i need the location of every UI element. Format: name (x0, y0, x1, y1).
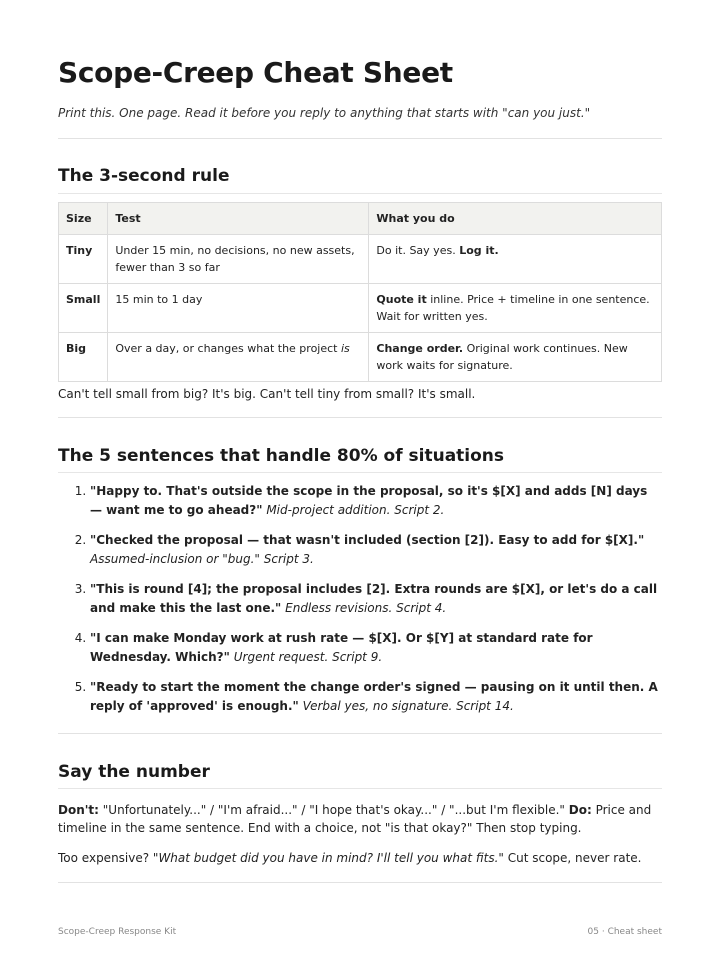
dont-do-paragraph (58, 801, 662, 837)
page-subtitle: Print this. One page. Read it before you reply to anything that starts with "can you just." (58, 106, 591, 120)
script-note: Mid-project addition. Script 2. (266, 502, 445, 517)
row-test-cell (108, 235, 369, 284)
row-action-bold: Quote it (376, 293, 427, 306)
row-action-cell (369, 284, 662, 333)
section-heading-3-second-rule: The 3-second rule (58, 166, 230, 186)
table-row (59, 333, 662, 382)
divider (58, 733, 662, 734)
page-title: Scope-Creep Cheat Sheet (58, 56, 453, 89)
too-expensive-paragraph (58, 849, 662, 867)
size-rule-footnote: Can't tell small from big? It's big. Can't tell tiny from small? It's small. (58, 387, 476, 401)
list-item (90, 580, 662, 617)
do-label: Do: (568, 803, 592, 817)
script-sentence-list (58, 482, 662, 727)
script-quote: "Ready to start the moment the change order's signed — pausing on it until then. A reply of 'approved' is enough." (90, 680, 658, 713)
p2-lead: Too expensive? (58, 851, 153, 865)
section-heading-5-sentences: The 5 sentences that handle 80% of situations (58, 446, 505, 466)
footer-left: Scope-Creep Response Kit (58, 927, 177, 937)
size-rule-table (58, 202, 662, 382)
list-item (90, 482, 662, 519)
p2-italic-quote: "What budget did you have in mind? I'll tell you what fits." (152, 851, 504, 865)
row-action-cell (369, 333, 662, 382)
row-test-italic: is (340, 342, 350, 355)
row-action-bold: Change order. (376, 342, 464, 355)
heading-underline (58, 193, 662, 194)
footer-right: 05 · Cheat sheet (587, 927, 662, 937)
row-action-bold: Log it. (459, 244, 499, 257)
row-test-cell (108, 284, 369, 333)
column-header-action: What you do (369, 203, 662, 235)
row-action-cell (369, 235, 662, 284)
section-heading-say-the-number: Say the number (58, 762, 210, 782)
row-size-cell: Big (59, 333, 108, 382)
row-action-text: Do it. Say yes. (376, 244, 460, 257)
row-action-text: Original work continues. New work waits for signature. (376, 342, 628, 372)
dont-text: "Unfortunately..." / "I'm afraid..." / "I hope that's okay..." / "...but I'm flexible." (98, 803, 569, 817)
row-test-text: Under 15 min, no decisions, no new assets, fewer than 3 so far (115, 244, 355, 274)
do-text: Price and timeline in the same sentence. End with a choice, not "is that okay?" Then stop typing. (58, 803, 652, 835)
script-quote: "I can make Monday work at rush rate — $[X]. Or $[Y] at standard rate for Wednesday. Which?" (90, 631, 593, 664)
table-header-row (59, 203, 662, 235)
script-quote: "Happy to. That's outside the scope in the proposal, so it's $[X] and adds [N] days — want me to go ahead?" (90, 484, 648, 517)
list-item (90, 678, 662, 715)
p2-tail: Cut scope, never rate. (503, 851, 642, 865)
list-item (90, 531, 662, 568)
row-size-cell: Small (59, 284, 108, 333)
divider (58, 417, 662, 418)
script-note: Assumed-inclusion or "bug." Script 3. (90, 551, 314, 566)
script-note: Urgent request. Script 9. (233, 649, 383, 664)
list-item (90, 629, 662, 666)
script-quote: "Checked the proposal — that wasn't included (section [2]). Easy to add for $[X]." (90, 533, 645, 547)
row-test-text: 15 min to 1 day (115, 293, 203, 306)
script-note: Verbal yes, no signature. Script 14. (302, 698, 514, 713)
row-size-cell: Tiny (59, 235, 108, 284)
divider (58, 882, 662, 883)
divider (58, 138, 662, 139)
table-row (59, 235, 662, 284)
row-action-text: inline. Price + timeline in one sentence. Wait for written yes. (376, 293, 650, 323)
column-header-test: Test (108, 203, 369, 235)
column-header-size: Size (59, 203, 108, 235)
script-note: Endless revisions. Script 4. (285, 600, 447, 615)
script-quote: "This is round [4]; the proposal includes [2]. Extra rounds are $[X], or let's do a call and make this the last one." (90, 582, 658, 615)
row-test-text: Over a day, or changes what the project (115, 342, 341, 355)
dont-label: Don't: (58, 803, 99, 817)
heading-underline (58, 788, 662, 789)
table-row (59, 284, 662, 333)
heading-underline (58, 472, 662, 473)
row-test-cell (108, 333, 369, 382)
